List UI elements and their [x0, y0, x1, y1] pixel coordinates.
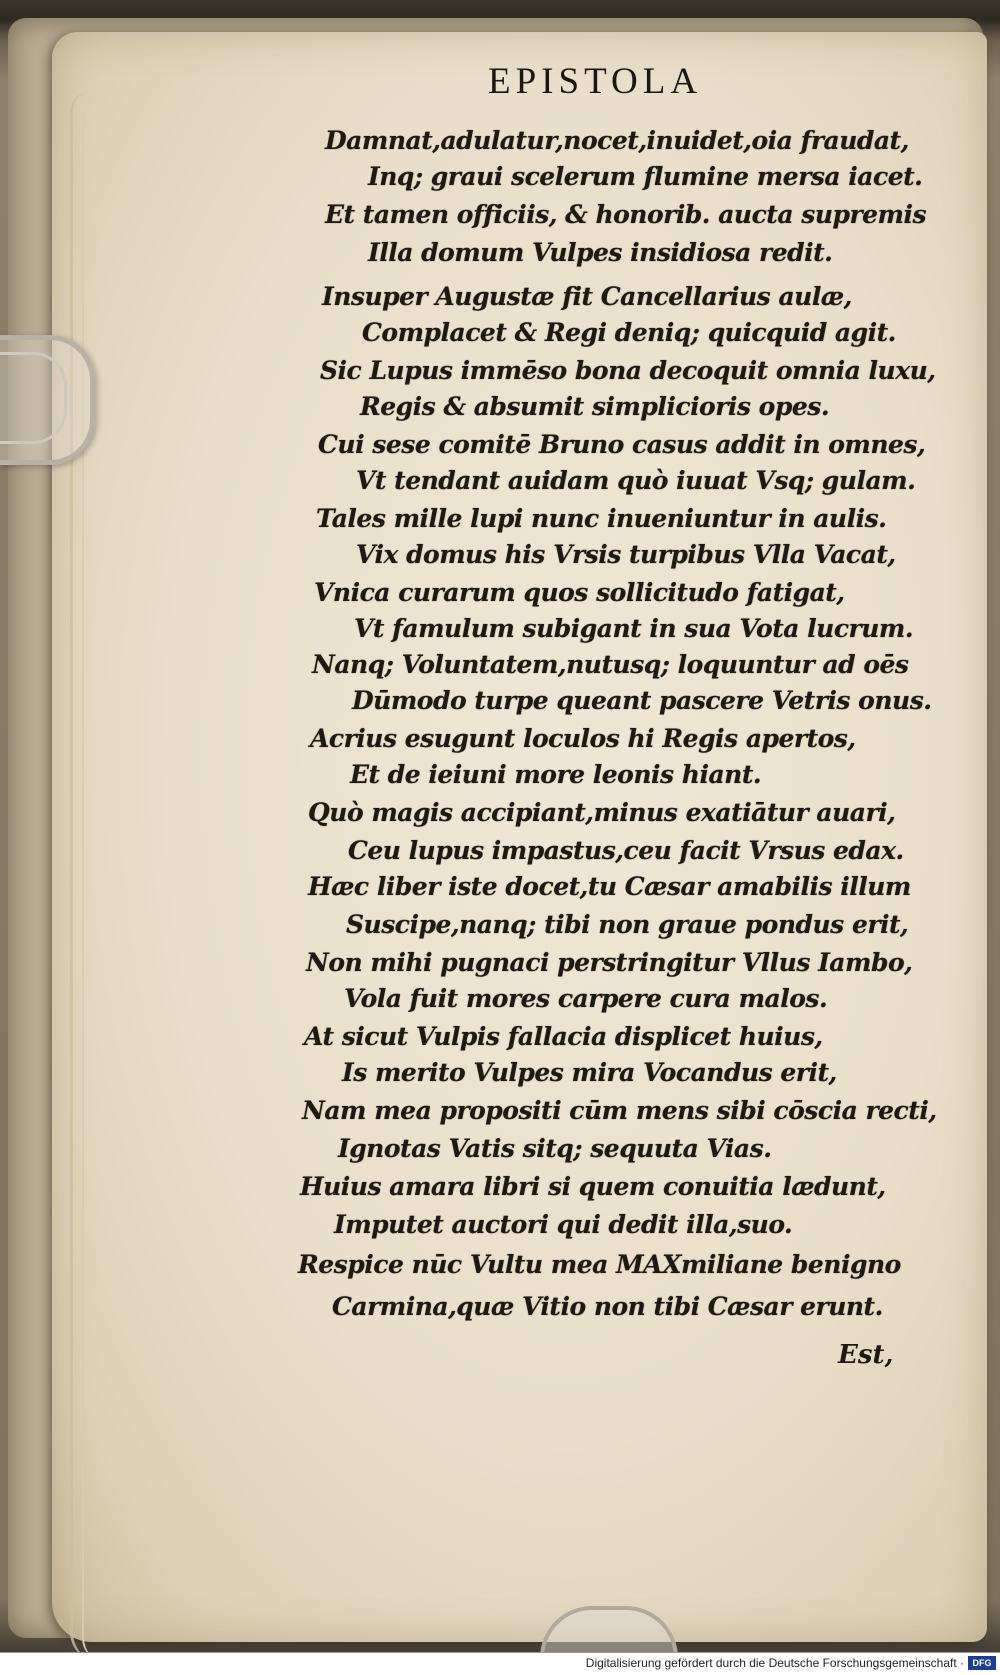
verse-line: Quò magis accipiant,minus exatiātur auari, [308, 798, 896, 827]
verse-line: Vt tendant auidam quò iuuat Vsq; gulam. [356, 466, 916, 495]
verse-line: Nam mea propositi cūm mens sibi cōscia recti, [302, 1096, 937, 1125]
verse-line: Imputet auctori qui dedit illa,suo. [334, 1210, 793, 1239]
verse-line: Sic Lupus immēso bona decoquit omnia luxu, [320, 356, 936, 385]
verse-line: Non mihi pugnaci perstringitur Vllus Iambo, [306, 948, 913, 977]
verse-line: Complacet & Regi deniq; quicquid agit. [362, 318, 896, 347]
verse-line: Hæc liber iste docet,tu Cæsar amabilis illum [308, 872, 911, 901]
verse-line: Regis & absumit simplicioris opes. [360, 392, 830, 421]
verse-line: Vt famulum subigant in sua Vota lucrum. [354, 614, 914, 643]
catchword: Est, [838, 1340, 894, 1370]
verse-line: Damnat,adulatur,nocet,inuidet,oia fraudat, [325, 126, 909, 155]
verse-line: Nanq; Voluntatem,nutusq; loquuntur ad oēs [312, 650, 909, 679]
digitization-footer [0, 1652, 1000, 1675]
verse-line: Is merito Vulpes mira Vocandus erit, [342, 1058, 837, 1087]
verse-line: Acrius esugunt loculos hi Regis apertos, [310, 724, 856, 753]
footer-credit: Digitalisierung gefördert durch die Deutsche Forschungsgemeinschaft · [585, 1656, 964, 1670]
page-header: EPISTOLA [488, 61, 703, 102]
verse-line: At sicut Vulpis fallacia displicet huius, [304, 1022, 823, 1051]
verse-line: Suscipe,nanq; tibi non graue pondus erit, [346, 910, 909, 939]
verse-line: Tales mille lupi nunc inueniuntur in aulis. [316, 504, 887, 533]
verse-line: Et de ieiuni more leonis hiant. [350, 760, 762, 789]
verse-line: Inq; graui scelerum flumine mersa iacet. [368, 162, 923, 191]
verse-line: Dūmodo turpe queant pascere Vetris onus. [352, 686, 932, 715]
verse-line: Respice nūc Vultu mea MAXmiliane benigno [298, 1250, 901, 1279]
verse-line: Ignotas Vatis sitq; sequuta Vias. [338, 1134, 772, 1163]
verse-line: Cui sese comitē Bruno casus addit in omnes, [318, 430, 926, 459]
dfg-logo-icon: DFG [968, 1656, 996, 1670]
verse-line: Vola fuit mores carpere cura malos. [344, 984, 828, 1013]
verse-line: Carmina,quæ Vitio non tibi Cæsar erunt. [332, 1292, 883, 1321]
verse-line: Et tamen officiis, & honorib. aucta supremis [325, 200, 927, 229]
verse-line: Vix domus his Vrsis turpibus Vlla Vacat, [356, 540, 896, 569]
verse-line: Vnica curarum quos sollicitudo fatigat, [314, 578, 845, 607]
verse-line: Ceu lupus impastus,ceu facit Vrsus edax. [348, 836, 904, 865]
verse-line: Insuper Augustæ fit Cancellarius aulæ, [322, 282, 852, 311]
verse-line: Illa domum Vulpes insidiosa redit. [368, 238, 833, 267]
verse-line: Huius amara libri si quem conuitia lædunt, [300, 1172, 886, 1201]
